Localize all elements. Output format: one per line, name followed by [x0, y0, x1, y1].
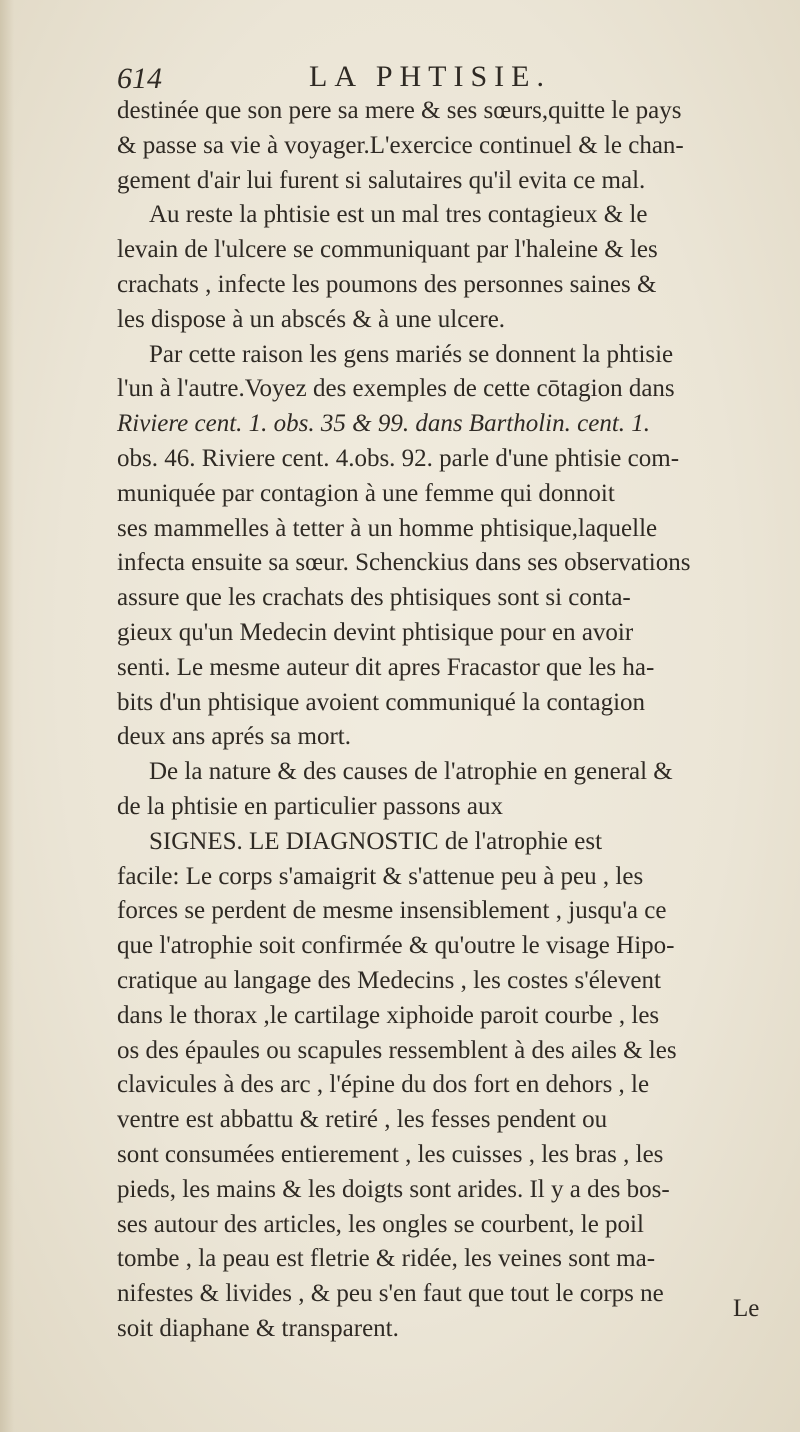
page-header	[117, 58, 797, 98]
text-line: gement d'air lui furent si salutaires qu'il evita ce mal.	[117, 166, 646, 194]
text-line: infecta ensuite sa sœur. Schenckius dans ses observations	[117, 549, 691, 577]
body-text	[117, 94, 787, 1347]
catchword: Le	[733, 1295, 760, 1322]
page-gutter-shadow	[0, 0, 14, 1432]
text-line: forces se perdent de mesme insensiblement , jusqu'a ce	[117, 897, 667, 925]
text-line: levain de l'ulcere se communiquant par l'haleine & les	[117, 236, 658, 264]
text-line: gieux qu'un Medecin devint phtisique pour en avoir	[117, 618, 634, 646]
text-line: Riviere cent. 1. obs. 35 & 99. dans Bartholin. cent. 1.	[117, 410, 651, 438]
text-line: crachats , infecte les poumons des personnes saines &	[117, 270, 657, 298]
text-line: cratique au langage des Medecins , les costes s'élevent	[117, 966, 661, 994]
page-number: 614	[117, 62, 162, 95]
text-line: sont consumées entierement , les cuisses , les bras , les	[117, 1140, 664, 1168]
text-line: de la phtisie en particulier passons aux	[117, 792, 503, 820]
text-line: Par cette raison les gens mariés se donnent la phtisie	[149, 340, 674, 368]
text-line: destinée que son pere sa mere & ses sœurs,quitte le pays	[117, 97, 682, 124]
text-line: facile: Le corps s'amaigrit & s'attenue peu à peu , les	[117, 862, 644, 890]
text-line: ses autour des articles, les ongles se courbent, le poil	[117, 1210, 644, 1238]
text-line: dans le thorax ,le cartilage xiphoide paroit courbe , les	[117, 1001, 660, 1029]
text-line: & passe sa vie à voyager.L'exercice continuel & le chan-	[117, 131, 684, 159]
text-line: pieds, les mains & les doigts sont arides. Il y a des bos-	[117, 1175, 670, 1203]
running-head: LA PHTISIE.	[309, 60, 551, 93]
text-line: que l'atrophie soit confirmée & qu'outre le visage Hipo-	[117, 932, 675, 960]
text-line: soit diaphane & transparent.	[117, 1314, 399, 1342]
text-line: muniquée par contagion à une femme qui donnoit	[117, 479, 615, 507]
text-line: SIGNES. LE DIAGNOSTIC de l'atrophie est	[149, 827, 603, 855]
text-line: senti. Le mesme auteur dit apres Fracastor que les ha-	[117, 653, 655, 681]
text-line: bits d'un phtisique avoient communiqué la contagion	[117, 688, 646, 716]
text-line: l'un à l'autre.Voyez des exemples de cette cōtagion dans	[117, 375, 675, 403]
text-line: deux ans aprés sa mort.	[117, 723, 351, 751]
text-line: ventre est abbattu & retiré , les fesses pendent ou	[117, 1106, 608, 1134]
text-line: os des épaules ou scapules ressemblent à des ailes & les	[117, 1036, 677, 1064]
text-line: Au reste la phtisie est un mal tres contagieux & le	[149, 201, 648, 229]
text-line: De la nature & des causes de l'atrophie en general &	[149, 758, 673, 786]
text-line: les dispose à un abscés & à une ulcere.	[117, 305, 506, 333]
text-line: obs. 46. Riviere cent. 4.obs. 92. parle d'une phtisie com-	[117, 444, 680, 472]
text-line: ses mammelles à tetter à un homme phtisique,laquelle	[117, 514, 658, 542]
text-line: assure que les crachats des phtisiques sont si conta-	[117, 584, 631, 612]
text-line: tombe , la peau est fletrie & ridée, les veines sont ma-	[117, 1245, 656, 1273]
text-line: nifestes & livides , & peu s'en faut que tout le corps ne	[117, 1280, 664, 1308]
text-line: clavicules à des arc , l'épine du dos fort en dehors , le	[117, 1071, 650, 1099]
